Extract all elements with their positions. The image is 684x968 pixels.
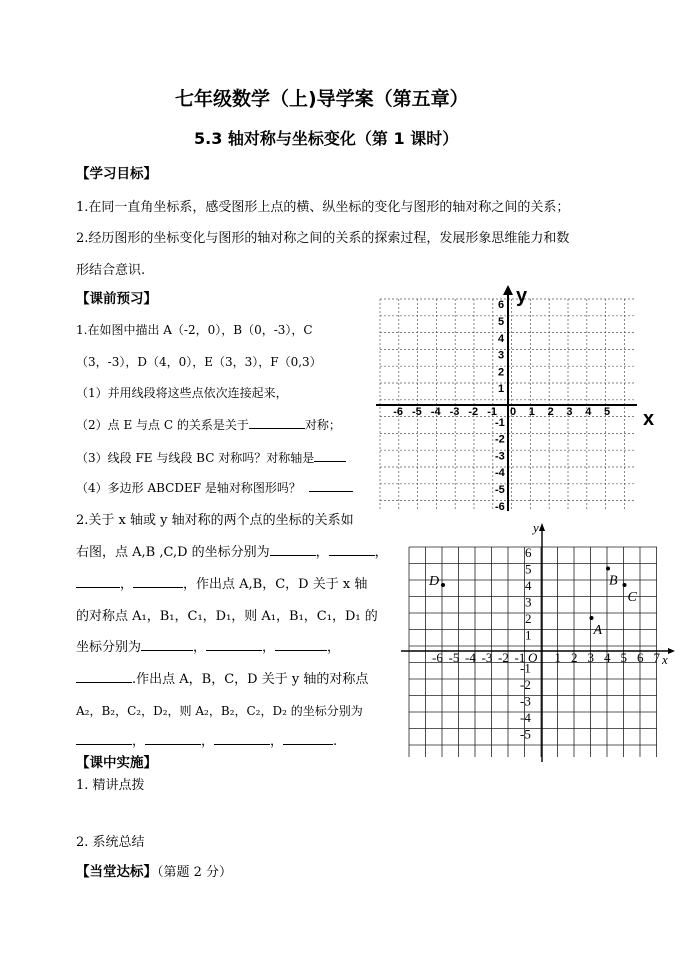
point-c-label: C bbox=[627, 590, 637, 605]
x-tick-label: -5 bbox=[448, 650, 460, 665]
goal-item-2-line-2: 形结合意识. bbox=[76, 263, 146, 278]
q2-line-6-text: .作出点 A，B，C，D 关于 y 轴的对称点 bbox=[132, 672, 369, 687]
y-tick-label: -3 bbox=[520, 693, 531, 709]
y-tick-label: -3 bbox=[495, 450, 505, 463]
x-tick-label: 7 bbox=[653, 650, 660, 665]
point-d-marker bbox=[441, 583, 445, 587]
comma: ， bbox=[201, 734, 215, 749]
y-tick-label: -5 bbox=[520, 726, 531, 742]
goal-item-2-line-1: 2.经历图形的坐标变化与图形的轴对称之间的关系的探索过程，发展形象思维能力和数 bbox=[76, 231, 570, 246]
x-tick-label: 4 bbox=[585, 406, 592, 418]
goal-item-1: 1.在同一直角坐标系，感受图形上点的横、纵坐标的变化与图形的轴对称之间的关系； bbox=[76, 200, 570, 215]
x-tick-label: -6 bbox=[393, 406, 403, 418]
section-header-inclass: 【课中实施】 bbox=[76, 755, 157, 771]
y-axis-arrow bbox=[539, 523, 545, 531]
y-tick-label: -1 bbox=[520, 660, 531, 676]
q2-line-5-text: 坐标分别为 bbox=[76, 640, 142, 655]
x-tick-label: -6 bbox=[432, 650, 443, 665]
point-d-label: D bbox=[429, 574, 440, 589]
origin-label: O bbox=[528, 650, 538, 665]
comma: ， bbox=[262, 640, 276, 655]
y-tick-label: -5 bbox=[495, 484, 505, 496]
section-header-goals: 【学习目标】 bbox=[76, 166, 157, 182]
x-axis-label: x bbox=[662, 652, 668, 667]
q1-line-1: 1.在如图中描出 A（-2，0），B（0，-3），C bbox=[76, 323, 313, 337]
x-tick-label: -3 bbox=[449, 406, 460, 418]
y-tick-label: 1 bbox=[525, 627, 532, 643]
comma: ， bbox=[193, 640, 207, 655]
x-axis-arrow bbox=[668, 648, 675, 654]
x-tick-label: 0 bbox=[510, 406, 517, 418]
comma: ， bbox=[374, 545, 388, 560]
x-tick-label: -4 bbox=[430, 406, 441, 418]
x-tick-label: 1 bbox=[554, 650, 561, 665]
y-tick-label: 5 bbox=[525, 561, 532, 577]
q2-line-1: 2.关于 x 轴或 y 轴对称的两个点的坐标的关系如 bbox=[76, 513, 354, 528]
y-tick-label: 2 bbox=[498, 366, 505, 379]
y-tick-label: -4 bbox=[495, 467, 505, 480]
y-tick-label: 4 bbox=[525, 578, 532, 593]
x-tick-label: 5 bbox=[604, 406, 611, 418]
q1-part-2-text: （2）点 E 与点 C 的关系是关于 bbox=[76, 418, 249, 432]
y-tick-label: -2 bbox=[520, 677, 531, 692]
lesson-subtitle: 5.3 轴对称与坐标变化（第 1 课时） bbox=[194, 129, 459, 148]
q1-part-3-text: （3）线段 FE 与线段 BC 对称吗？对称轴是 bbox=[76, 451, 315, 465]
q1-part-2-tail: 对称； bbox=[304, 418, 341, 432]
q2-line-4: 的对称点 A₁，B₁，C₁，D₁，则 A₁，B₁，C₁，D₁ 的 bbox=[76, 609, 378, 624]
inclass-item-2: 2. 系统总结 bbox=[76, 835, 145, 850]
q2-line-7: A₂，B₂，C₂，D₂，则 A₂，B₂，C₂，D₂ 的坐标分别为 bbox=[76, 704, 363, 718]
period: . bbox=[333, 734, 338, 749]
y-tick-label: 3 bbox=[525, 594, 532, 610]
comma: ， bbox=[132, 734, 146, 749]
x-tick-label: 3 bbox=[566, 406, 573, 418]
y-tick-label: -2 bbox=[495, 433, 505, 446]
x-tick-label: 2 bbox=[571, 650, 578, 665]
x-axis-label: x bbox=[643, 408, 655, 430]
comma: ， bbox=[327, 640, 341, 655]
y-tick-label: -4 bbox=[520, 710, 531, 725]
page-title: 七年级数学（上)导学案（第五章） bbox=[175, 88, 469, 110]
x-tick-label: -1 bbox=[514, 650, 526, 665]
y-tick-label: -1 bbox=[495, 416, 505, 429]
y-tick-label: 4 bbox=[498, 332, 505, 345]
x-tick-label: -2 bbox=[468, 406, 479, 418]
y-tick-label: -6 bbox=[495, 500, 505, 513]
y-tick-label: 6 bbox=[498, 299, 505, 312]
y-tick-label: 3 bbox=[498, 349, 505, 362]
q2-line-3-text: ，作出点 A,B，C，D 关于 x 轴 bbox=[183, 577, 368, 592]
point-c-marker bbox=[623, 583, 627, 587]
q2-line-2-text: 右图，点 A,B ,C,D 的坐标分别为 bbox=[76, 545, 270, 560]
comma: ， bbox=[315, 545, 329, 560]
inclass-item-1: 1. 精讲点拨 bbox=[76, 778, 145, 793]
q1-line-2: （3，-3），D（4，0），E（3，3），F（0,3） bbox=[76, 355, 322, 369]
q1-part-1: （1）并用线段将这些点依次连接起来， bbox=[76, 386, 288, 400]
comma: ， bbox=[270, 734, 284, 749]
x-tick-label: 5 bbox=[620, 650, 627, 665]
y-tick-label: 2 bbox=[525, 611, 532, 626]
x-tick-label: -1 bbox=[487, 406, 497, 418]
x-tick-label: -2 bbox=[498, 650, 509, 665]
x-tick-label: 2 bbox=[547, 406, 554, 418]
y-tick-label: 1 bbox=[498, 383, 505, 396]
y-axis-label: y bbox=[533, 520, 539, 535]
x-tick-label: -5 bbox=[412, 406, 422, 418]
y-tick-label: 5 bbox=[498, 316, 505, 328]
q1-part-4-text: （4）多边形 ABCDEF 是轴对称图形吗？ bbox=[76, 481, 301, 495]
section-header-target: 【当堂达标】 bbox=[76, 864, 157, 880]
point-b-marker bbox=[606, 567, 610, 571]
x-tick-label: 3 bbox=[587, 650, 594, 665]
x-tick-label: -3 bbox=[481, 650, 493, 665]
point-a-marker bbox=[590, 616, 594, 620]
x-tick-label: 1 bbox=[528, 406, 535, 418]
y-axis-label: y bbox=[516, 285, 528, 307]
section-header-preview: 【课前预习】 bbox=[76, 291, 157, 307]
x-tick-label: -4 bbox=[465, 650, 476, 665]
target-note: （第题 2 分） bbox=[157, 865, 233, 880]
point-b-label: B bbox=[609, 573, 618, 589]
point-a-label: A bbox=[593, 623, 603, 638]
x-tick-label: 4 bbox=[604, 650, 611, 665]
comma: ， bbox=[120, 577, 134, 592]
x-tick-label: 6 bbox=[637, 650, 644, 665]
y-tick-label: 6 bbox=[525, 545, 532, 560]
